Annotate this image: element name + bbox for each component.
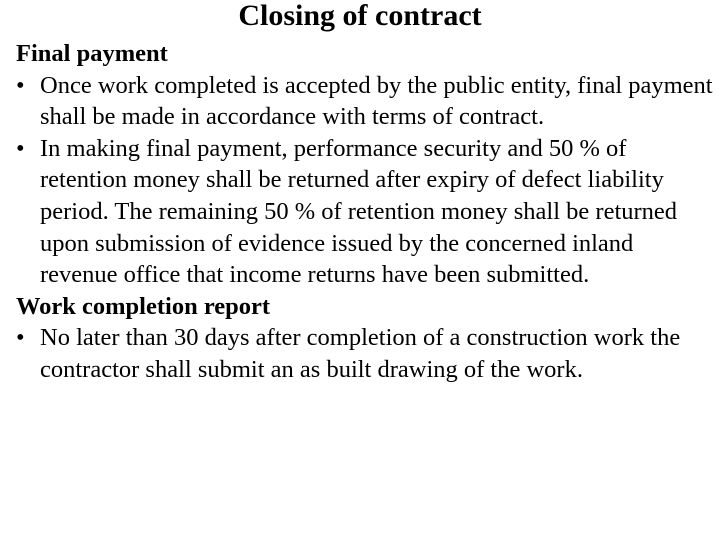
bullet-text: In making final payment, performance security and 50 % of retention money shall be returned after expiry of defect liability period. The remaining 50 % of retention money shall be returned upon submission of evidence issued by the concerned inland revenue office that income returns have been submitted.	[40, 134, 678, 289]
work-completion-bullet-list	[16, 322, 716, 385]
bullet-text: Once work completed is accepted by the public entity, final payment shall be made in accordance with terms of contract.	[40, 71, 713, 131]
slide-body	[16, 38, 716, 386]
section-heading-work-completion-report: Work completion report	[16, 292, 271, 320]
final-payment-bullet-list	[16, 70, 716, 291]
bullet-icon: •	[16, 134, 25, 162]
bullet-icon: •	[16, 71, 25, 99]
bullet-item	[16, 70, 716, 133]
bullet-icon: •	[16, 324, 25, 352]
bullet-item	[16, 133, 716, 291]
section-heading-final-payment: Final payment	[16, 40, 168, 67]
bullet-item	[16, 322, 716, 385]
bullet-text: No later than 30 days after completion of a construction work the contractor shall submit an as built drawing of the work.	[40, 324, 681, 383]
slide-title: Closing of contract	[238, 0, 482, 32]
